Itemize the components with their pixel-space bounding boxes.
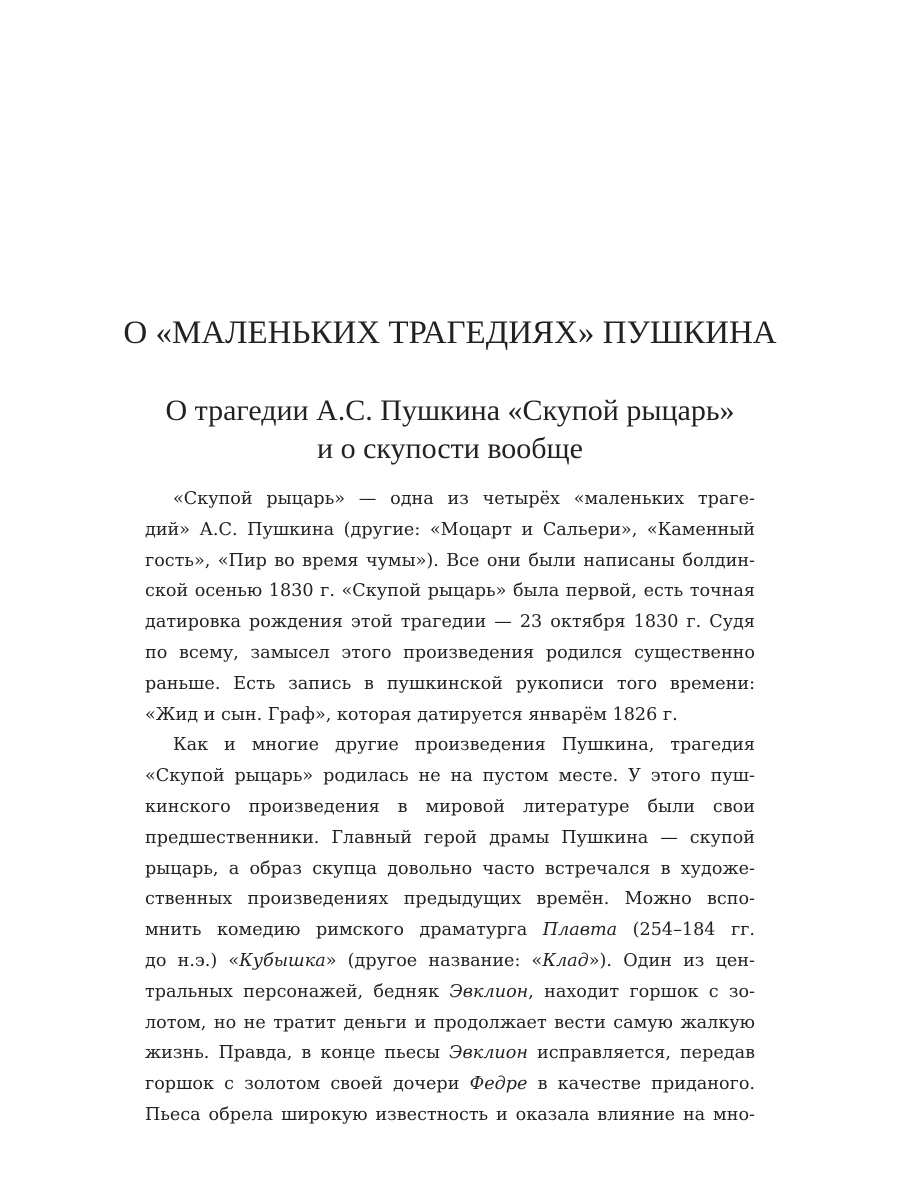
section-title — [120, 392, 780, 468]
text-line: Как и многие другие произведения Пушкина, трагедия — [173, 735, 755, 756]
text-line: жизнь. Правда, в конце пьесы Эвклион исправляется, передав — [145, 1043, 755, 1064]
text-line: «Жид и сын. Граф», которая датируется январём 1826 г. — [145, 704, 678, 725]
chapter-title: О «МАЛЕНЬКИХ ТРАГЕДИЯХ» ПУШКИНА — [123, 315, 777, 351]
text-line: Пьеса обрела широкую известность и оказала влияние на мно- — [145, 1104, 755, 1125]
text-line: датировка рождения этой трагедии — 23 октября 1830 г. Судя — [145, 612, 755, 633]
text-line-italic-phaedra: горшок с золотом своей дочери Федре в качестве приданого. — [145, 1074, 756, 1095]
text-line: лотом, но не тратит деньги и продолжает вести самую жалкую — [145, 1012, 755, 1033]
text-line-italic-plautus: мнить комедию римского драматурга Плавта (254–184 гг. — [145, 920, 755, 941]
text-line: рыцарь, а образ скупца довольно часто встречался в художе- — [145, 858, 755, 879]
section-title-line-2: и о скупости вообще — [317, 432, 583, 465]
text-line-italic-euclio: тральных персонажей, бедняк Эвклион, находит горшок с зо- — [145, 981, 755, 1002]
text-line: по всему, замысел этого произведения родился существенно — [145, 642, 755, 663]
text-line: предшественники. Главный герой драмы Пушкина — скупой — [145, 827, 755, 848]
section-title-line-1: О трагедии А.С. Пушкина «Скупой рыцарь» — [165, 394, 735, 427]
body-text — [145, 484, 755, 1131]
text-line: раньше. Есть запись в пушкинской рукописи того времени: — [145, 673, 755, 694]
text-line: «Скупой рыцарь» родилась не на пустом месте. У этого пуш- — [145, 766, 755, 787]
text-line: гость», «Пир во время чумы»). Все они были написаны болдин- — [145, 550, 755, 571]
text-line: дий» А.С. Пушкина (другие: «Моцарт и Сальери», «Каменный — [145, 519, 755, 540]
paragraph-1 — [145, 484, 755, 730]
text-line: кинского произведения в мировой литературе были свои — [145, 796, 755, 817]
text-line-italic-titles: до н.э.) «Кубышка» (другое название: «Клад»). Один из цен- — [145, 950, 755, 971]
text-line: «Скупой рыцарь» — одна из четырёх «маленьких траге- — [173, 489, 755, 509]
text-line: ской осенью 1830 г. «Скупой рыцарь» была первой, есть точная — [145, 581, 755, 602]
paragraph-2 — [145, 730, 755, 1130]
text-line: ственных произведениях предыдущих времён. Можно вспо- — [145, 889, 755, 910]
